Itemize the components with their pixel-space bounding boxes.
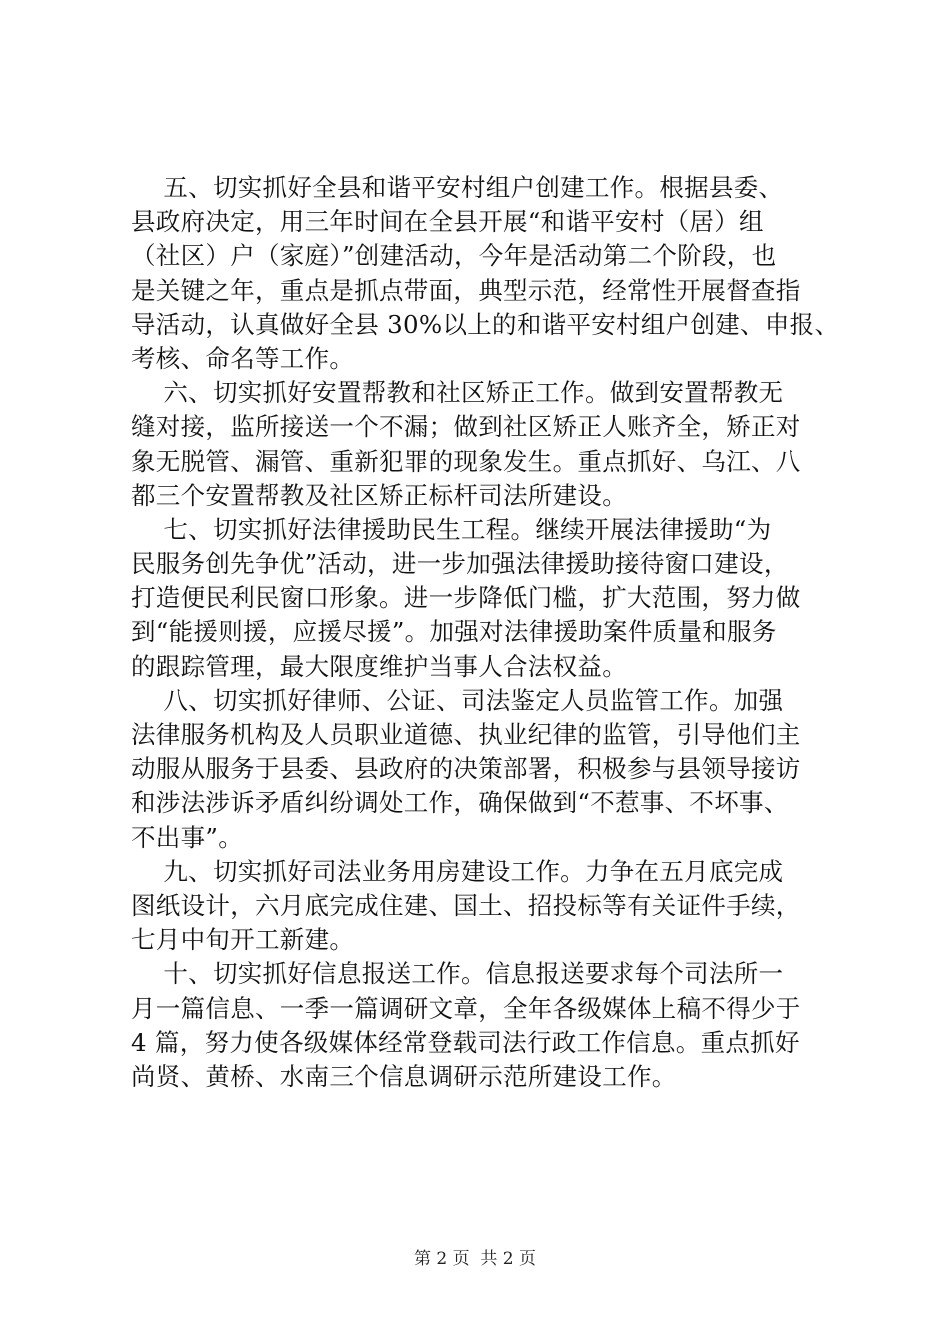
text-line: 县政府决定，用三年时间在全县开展“和谐平安村（居）组: [131, 207, 764, 237]
text-line: 尚贤、黄桥、水南三个信息调研示范所建设工作。: [131, 1061, 677, 1091]
text-line: 七月中旬开工新建。: [131, 925, 355, 955]
text-line: 五、切实抓好全县和谐平安村组户创建工作。根据县委、: [131, 173, 784, 202]
text-line: （社区）户（家庭）”创建活动，今年是活动第二个阶段，也: [131, 241, 777, 271]
text-line: 象无脱管、漏管、重新犯罪的现象发生。重点抓好、乌江、八: [131, 446, 801, 476]
text-line: 打造便民利民窗口形象。进一步降低门槛，扩大范围，努力做: [131, 583, 801, 613]
text-line: 的跟踪管理，最大限度维护当事人合法权益。: [131, 651, 627, 681]
text-line: 动服从服务于县委、县政府的决策部署，积极参与县领导接访: [131, 754, 801, 784]
text-line: 不出事”。: [131, 822, 244, 852]
text-line: 到“能援则援，应援尽援”。加强对法律援助案件质量和服务: [131, 617, 777, 647]
text-line: 七、切实抓好法律援助民生工程。继续开展法律援助“为: [131, 514, 772, 544]
page-number: 第 2 页 共 2 页: [413, 1249, 537, 1269]
text-line: 是关键之年，重点是抓点带面，典型示范，经常性开展督查指: [131, 275, 801, 305]
text-line: 考核、命名等工作。: [131, 343, 355, 373]
text-line: 和涉法涉诉矛盾纠纷调处工作，确保做到“不惹事、不坏事、: [131, 788, 789, 818]
text-line: 月一篇信息、一季一篇调研文章，全年各级媒体上稿不得少于: [131, 993, 801, 1023]
text-line: 八、切实抓好律师、公证、司法鉴定人员监管工作。加强: [131, 685, 784, 715]
text-line: 缝对接，监所接送一个不漏；做到社区矫正人账齐全，矫正对: [131, 412, 801, 442]
text-line: 民服务创先争优”活动，进一步加强法律援助接待窗口建设，: [131, 549, 789, 579]
text-line: 都三个安置帮教及社区矫正标杆司法所建设。: [131, 480, 627, 510]
text-line: 法律服务机构及人员职业道德、执业纪律的监管，引导他们主: [131, 720, 801, 749]
document-body: [131, 171, 840, 1094]
page-footer: [0, 1244, 950, 1269]
text-line: 导活动，认真做好全县 30%以上的和谐平安村组户创建、申报、: [131, 309, 840, 339]
text-line: 4 篇，努力使各级媒体经常登载司法行政工作信息。重点抓好: [131, 1027, 800, 1057]
text-line: 图纸设计，六月底完成住建、国土、招投标等有关证件手续，: [131, 890, 801, 920]
text-line: 九、切实抓好司法业务用房建设工作。力争在五月底完成: [131, 856, 784, 886]
text-line: 六、切实抓好安置帮教和社区矫正工作。做到安置帮教无: [131, 378, 784, 408]
text-line: 十、切实抓好信息报送工作。信息报送要求每个司法所一: [131, 959, 784, 989]
